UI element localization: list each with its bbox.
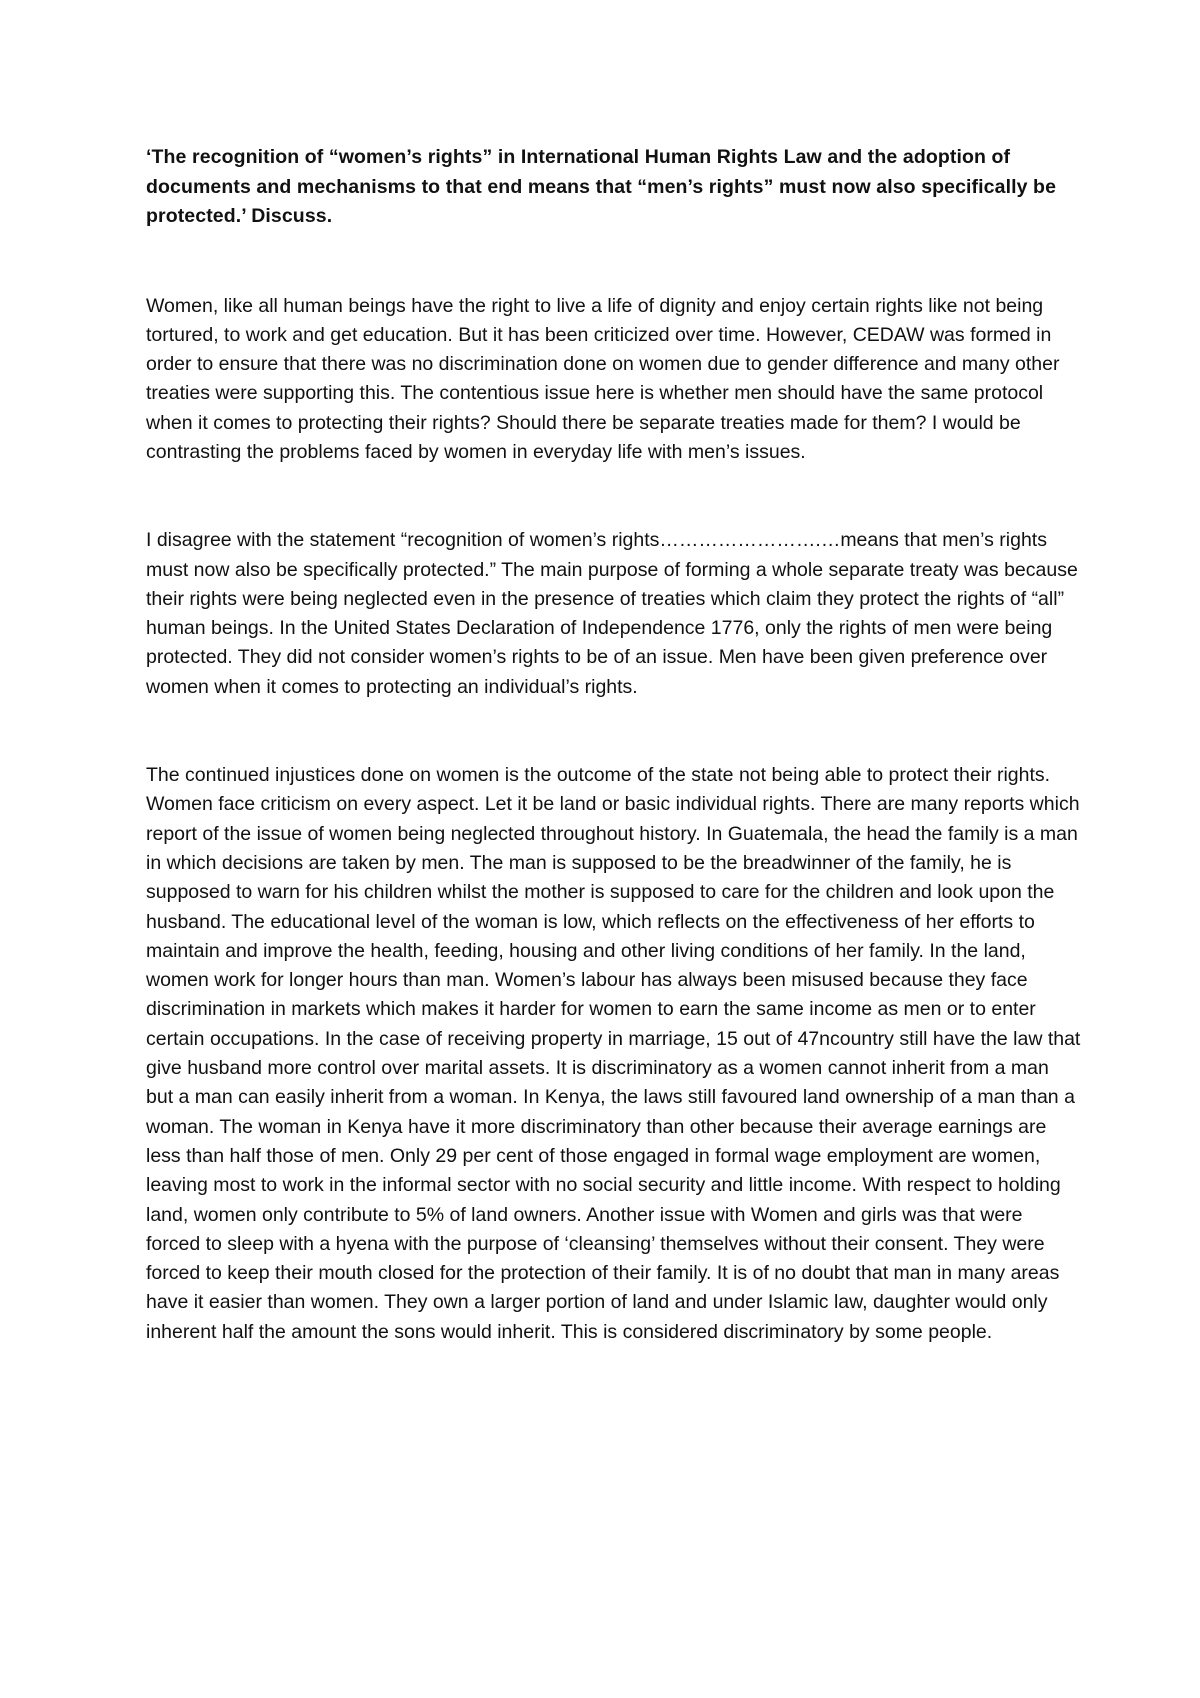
paragraph-introduction: Women, like all human beings have the right to live a life of dignity and enjoy certain rights like not being tortured, to work and get education. But it has been criticized over time. However, CEDAW was formed in order to ensure that there was no discrimination done on women due to gender difference and many other treaties were supporting this. The contentious issue here is whether men should have the same protocol when it comes to protecting their rights? Should there be separate treaties made for them? I would be contrasting the problems faced by women in everyday life with men’s issues. <box>146 294 1060 463</box>
paragraph-disagreement: I disagree with the statement “recognition of women’s rights…………………….…means that men’s rights must now also be specifically protected.” The main purpose of forming a whole separate treaty was because their rights were being neglected even in the presence of treaties which claim they protect the rights of “all” human beings. In the United States Declaration of Independence 1776, only the rights of men were being protected. They did not consider women’s rights to be of an issue. Men have been given preference over women when it comes to protecting an individual’s rights. <box>146 529 1078 698</box>
document-body <box>146 143 1081 1347</box>
paragraph-injustices: The continued injustices done on women is the outcome of the state not being able to protect their rights. Women face criticism on every aspect. Let it be land or basic individual rights. There are many reports which report of the issue of women being neglected throughout history. In Guatemala, the head the family is a man in which decisions are taken by men. The man is supposed to be the breadwinner of the family, he is supposed to warn for his children whilst the mother is supposed to care for the children and look upon the husband. The educational level of the woman is low, which reflects on the effectiveness of her efforts to maintain and improve the health, feeding, housing and other living conditions of her family. In the land, women work for longer hours than man. Women’s labour has always been misused because they face discrimination in markets which makes it harder for women to earn the same income as men or to enter certain occupations. In the case of receiving property in marriage, 15 out of 47ncountry still have the law that give husband more control over marital assets. It is discriminatory as a women cannot inherit from a man but a man can easily inherit from a woman. In Kenya, the laws still favoured land ownership of a man than a woman. The woman in Kenya have it more discriminatory than other because their average earnings are less than half those of men. Only 29 per cent of those engaged in formal wage employment are women, leaving most to work in the informal sector with no social security and little income. With respect to holding land, women only contribute to 5% of land owners. Another issue with Women and girls was that were forced to sleep with a hyena with the purpose of ‘cleansing’ themselves without their consent. They were forced to keep their mouth closed for the protection of their family. It is of no doubt that man in many areas have it easier than women. They own a larger portion of land and under Islamic law, daughter would only inherent half the amount the sons would inherit. This is considered discriminatory by some people. <box>146 764 1081 1343</box>
essay-question-title: ‘The recognition of “women’s rights” in International Human Rights Law and the adoption of documents and mechanisms to that end means that “men’s rights” must now also specifically be protected.’ Discuss. <box>146 146 1057 227</box>
